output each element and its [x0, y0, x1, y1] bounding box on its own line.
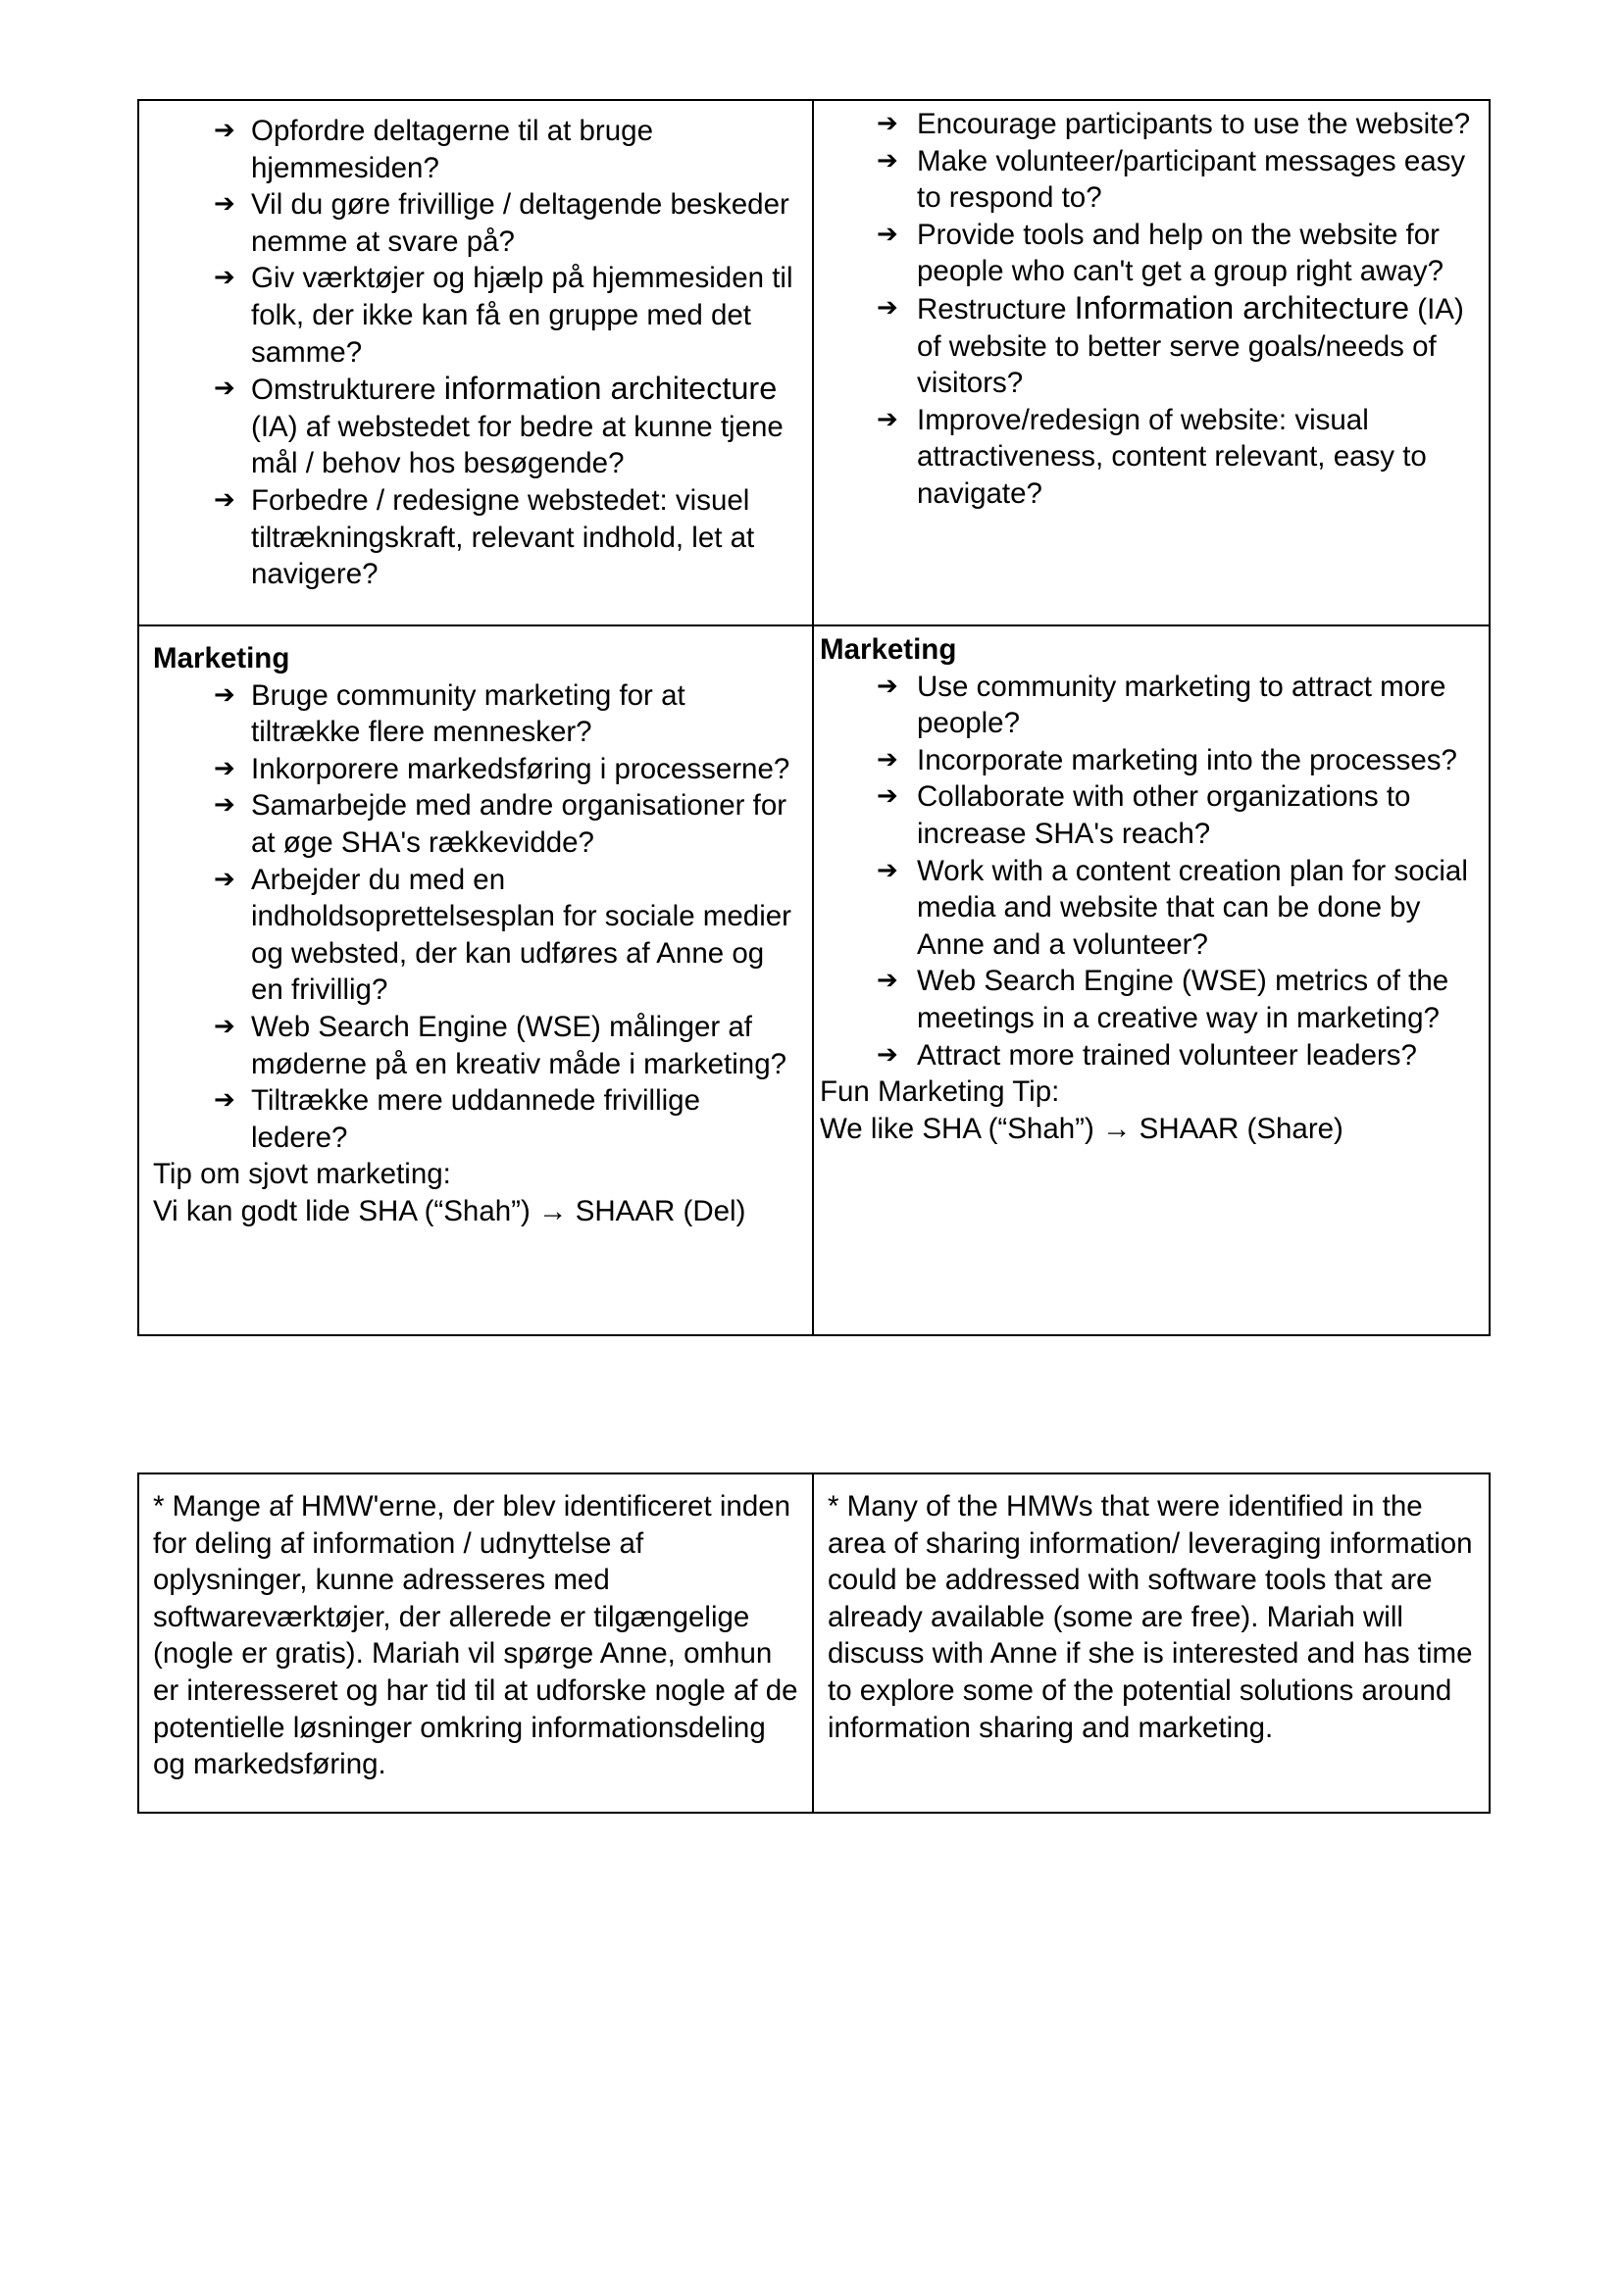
table-row	[138, 100, 1490, 625]
arrow-right-icon: ➔	[214, 189, 235, 220]
list-item: ➔ Vil du gøre frivillige / deltagende beskeder nemme at svare på?	[214, 188, 789, 258]
list-item: ➔ Tiltrække mere uddannede frivillige ledere?	[214, 1084, 700, 1154]
marketing-tip-label: Tip om sjovt marketing:	[153, 1158, 451, 1191]
arrow-right-icon: ➔	[877, 781, 898, 812]
list-item: ➔ Samarbejde med andre organisationer for at øge SHA's rækkevidde?	[214, 789, 787, 859]
list-item: ➔ Restructure Information architecture (IA) of website to better serve goals/needs of visitors?	[877, 289, 1464, 400]
danish-marketing-cell	[138, 625, 813, 1335]
arrow-right-icon: ➔	[877, 1039, 898, 1070]
marketing-tip-text: Vi kan godt lide SHA (“Shah”) → SHAAR (Del)	[153, 1194, 746, 1227]
list-item: ➔ Work with a content creation plan for social media and website that can be done by Anne and a volunteer?	[877, 854, 1468, 961]
arrow-right-icon: ➔	[877, 109, 898, 138]
danish-note-cell	[138, 1473, 813, 1813]
english-note-text: * Many of the HMWs that were identified in the area of sharing information/ leveraging information could be addressed with software tools that are already available (some are free). Mariah will discuss with Anne if she is interested and has time to explore some of the potential solutions around information sharing and marketing.	[828, 1490, 1473, 1744]
list-item: ➔ Make volunteer/participant messages easy to respond to?	[877, 144, 1466, 215]
english-website-list	[820, 106, 1483, 513]
arrow-right-icon: ➔	[877, 145, 898, 175]
arrow-right-icon: ➔	[214, 116, 235, 145]
arrow-right-icon: ➔	[214, 1011, 235, 1041]
list-item: ➔ Opfordre deltagerne til at bruge hjemmesiden?	[214, 115, 653, 184]
arrow-right-icon: ➔	[214, 753, 235, 783]
list-item: ➔ Attract more trained volunteer leaders?	[820, 1037, 1483, 1074]
section-title: Marketing	[153, 642, 290, 674]
marketing-tip-text: We like SHA (“Shah”) → SHAAR (Share)	[820, 1112, 1343, 1145]
notes-table	[137, 1472, 1491, 1814]
list-item: ➔ Incorporate marketing into the processes?	[820, 742, 1483, 779]
list-item: ➔ Forbedre / redesigne webstedet: visuel tiltrækningskraft, relevant indhold, let at navigere?	[214, 483, 755, 591]
arrow-right-icon: ➔	[214, 864, 235, 894]
arrow-right-icon: ➔	[877, 855, 898, 885]
arrow-right-icon: ➔	[214, 790, 235, 821]
arrow-right-icon: ➔	[877, 744, 898, 774]
list-item: ➔ Bruge community marketing for at tiltrække flere mennesker?	[214, 678, 685, 749]
danish-website-cell	[138, 100, 813, 625]
list-item: ➔ Encourage participants to use the website?	[820, 106, 1483, 143]
table-row	[138, 625, 1490, 1335]
arrow-right-icon: ➔	[214, 1085, 235, 1116]
arrow-right-icon: ➔	[214, 484, 235, 515]
danish-note-text: * Mange af HMW'erne, der blev identificeret inden for deling af information / udnyttelse af oplysninger, kunne adresseres med softwareværktøjer, der allerede er tilgængelige (nogle er gratis). Mariah vil spørge Anne, omhun er interesseret og har tid til at udforske nogle af de potentielle løsninger omkring informationsdeling og markedsføring.	[153, 1490, 798, 1781]
arrow-right-icon: ➔	[877, 219, 898, 249]
list-item: ➔ Arbejder du med en indholdsoprettelsesplan for sociale medier og websted, der kan udføres af Anne og en frivillig?	[214, 863, 791, 1007]
arrow-right-icon: ➔	[214, 374, 235, 404]
english-note-cell	[813, 1473, 1490, 1813]
list-item: ➔ Web Search Engine (WSE) metrics of the meetings in a creative way in marketing?	[877, 965, 1449, 1034]
english-marketing-list	[820, 669, 1483, 1074]
section-title: Marketing	[820, 633, 957, 666]
english-marketing-cell	[813, 625, 1490, 1335]
list-item: ➔ Web Search Engine (WSE) målinger af møderne på en kreativ måde i marketing?	[214, 1010, 787, 1080]
table-row	[138, 1473, 1490, 1813]
arrow-right-icon: ➔	[877, 292, 898, 323]
list-item: ➔ Giv værktøjer og hjælp på hjemmesiden til folk, der ikke kan få en gruppe med det samme?	[214, 262, 793, 369]
arrow-right-icon: ➔	[214, 679, 235, 710]
arrow-right-icon: ➔	[877, 671, 898, 701]
hmw-translation-table	[137, 99, 1491, 1336]
list-item: ➔ Collaborate with other organizations to increase SHA's reach?	[877, 780, 1411, 850]
list-item: ➔ Inkorporere markedsføring i processerne?	[153, 751, 802, 788]
list-item: ➔ Improve/redesign of website: visual attractiveness, content relevant, easy to navigate?	[877, 403, 1427, 510]
danish-marketing-list	[153, 677, 802, 1157]
list-item: ➔ Use community marketing to attract more people?	[877, 670, 1446, 740]
list-item: ➔ Provide tools and help on the website for people who can't get a group right away?	[877, 218, 1444, 288]
english-website-cell	[813, 100, 1490, 625]
danish-website-list	[153, 113, 802, 593]
list-item: ➔ Omstrukturere information architecture (IA) af webstedet for bedre at kunne tjene mål / behov hos besøgende?	[214, 371, 784, 480]
arrow-right-icon: ➔	[877, 966, 898, 996]
arrow-right-icon: ➔	[877, 404, 898, 434]
arrow-right-icon: ➔	[214, 263, 235, 293]
marketing-tip-label: Fun Marketing Tip:	[820, 1075, 1060, 1109]
